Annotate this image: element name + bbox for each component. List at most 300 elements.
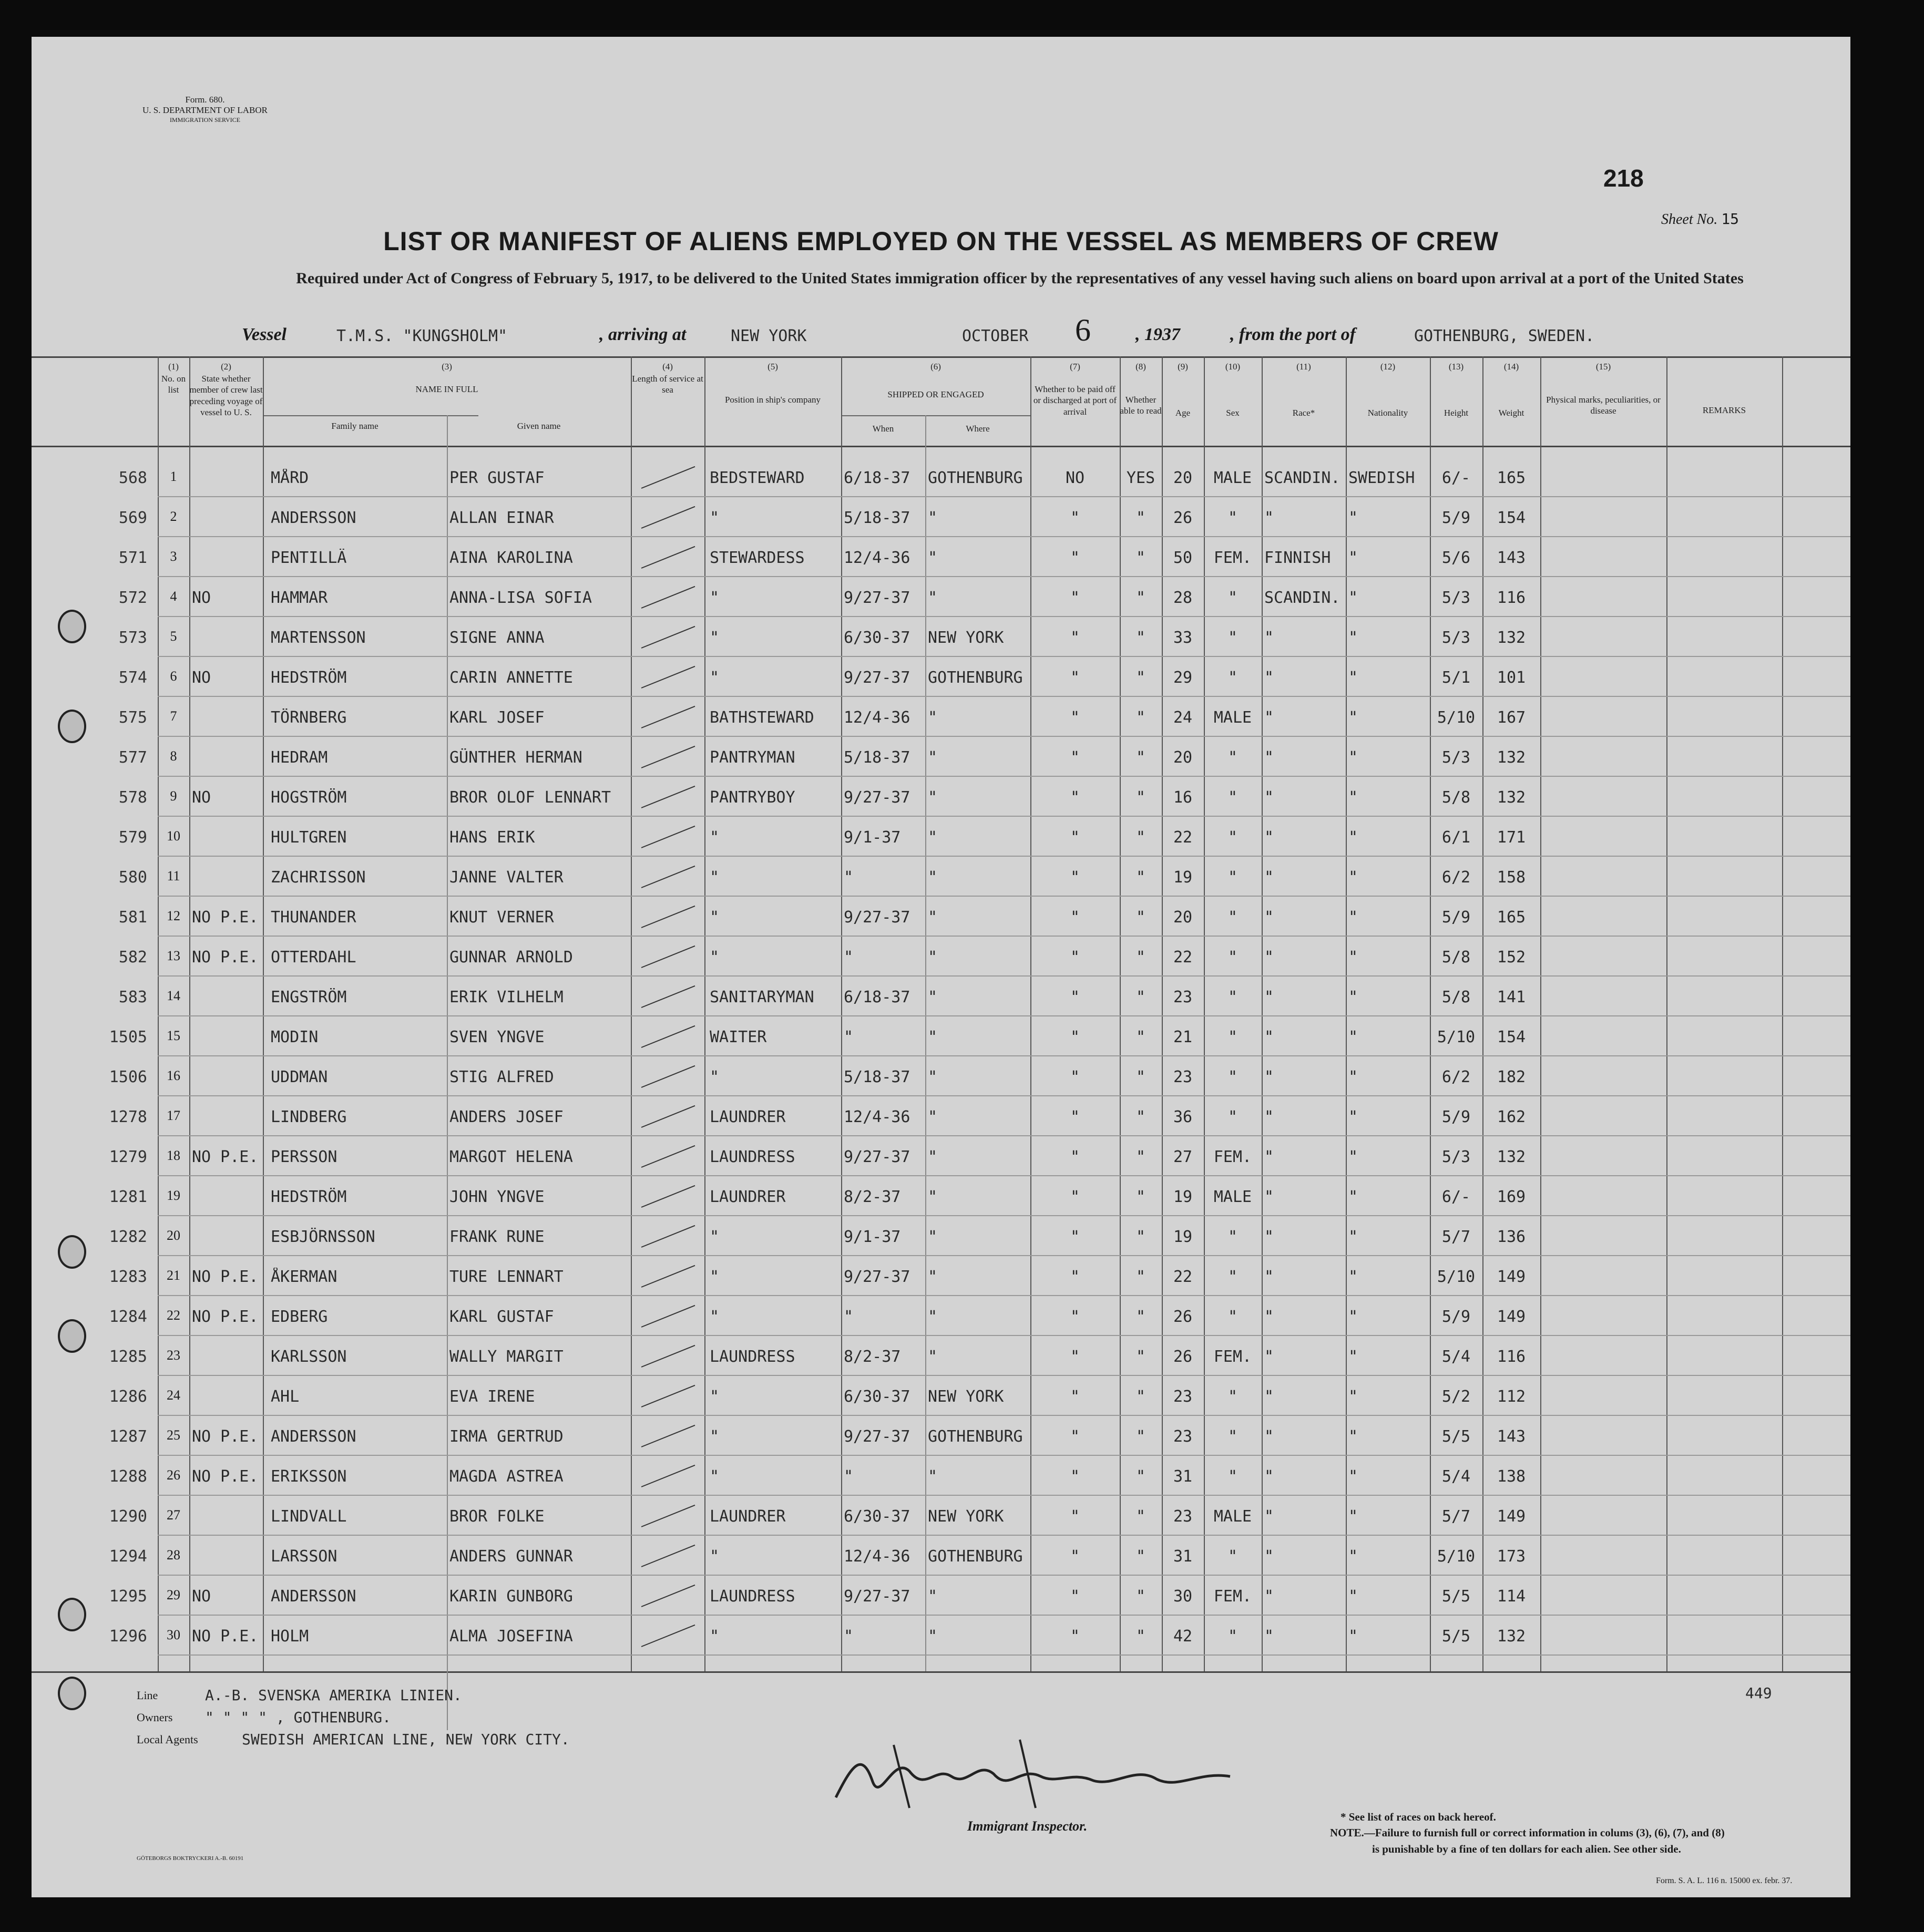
cell-wt: 171 [1497,828,1526,847]
cell-ht: 5/5 [1441,1427,1471,1446]
inspector-label: Immigrant Inspector. [967,1818,1088,1834]
cell-no: 16 [167,1068,180,1083]
cell-no: 17 [167,1108,180,1123]
cell-wt: 154 [1497,1028,1526,1046]
col8-label: Whether able to read [1120,395,1162,416]
cell-wt: 182 [1497,1068,1526,1086]
cell-nat: " [1348,1467,1358,1486]
cell-where: GOTHENBURG [928,469,1023,487]
cell-race: " [1264,1547,1274,1566]
service-stroke [641,786,695,808]
punch-hole [58,1598,86,1631]
cell-race: " [1264,1188,1274,1206]
punch-hole [58,1235,86,1269]
col6-number: (6) [930,362,941,372]
cell-pos: " [710,1467,720,1486]
cell-read: " [1135,1148,1146,1166]
cell-paid: " [1070,1388,1080,1406]
cell-family: HAMMAR [271,589,328,607]
cell-ref: 575 [118,708,147,727]
cell-paid: " [1070,828,1080,847]
cell-when: " [844,1028,854,1046]
cell-nat: " [1348,1587,1358,1606]
cell-where: " [928,788,938,807]
document-title: LIST OR MANIFEST OF ALIENS EMPLOYED ON THE VESSEL AS MEMBERS OF CREW [383,227,1499,256]
cell-race: " [1264,1068,1274,1086]
cell-pos: LAUNDRESS [710,1587,795,1606]
cell-read: " [1135,1068,1146,1086]
cell-where: " [928,549,938,567]
cell-race: " [1264,1467,1274,1486]
cell-nat: " [1348,629,1358,647]
cell-where: " [928,1108,938,1126]
cell-when: " [844,1627,854,1646]
cell-race: " [1264,629,1274,647]
manifest-sheet [32,37,1850,1897]
cell-where: " [928,988,938,1006]
cell-ref: 1290 [109,1507,147,1526]
col3-number: (3) [442,362,452,372]
cell-paid: " [1070,1467,1080,1486]
cell-age: 23 [1173,1427,1193,1446]
cell-family: TÖRNBERG [271,708,347,727]
cell-paid: " [1070,788,1080,807]
cell-nat: " [1348,509,1358,527]
cell-ref: 1285 [109,1348,147,1366]
cell-when: 9/27-37 [844,669,910,687]
table-row [32,1256,1850,1296]
cell-ht: 5/10 [1437,1028,1476,1046]
cell-where: " [928,1587,938,1606]
cell-paid: " [1070,868,1080,887]
cell-when: 9/27-37 [844,788,910,807]
cell-family: ANDERSSON [271,1587,356,1606]
table-row [32,697,1850,737]
col2-number: (2) [221,362,231,372]
cell-when: 9/27-37 [844,1427,910,1446]
col4-number: (4) [662,362,673,372]
cell-where: " [928,589,938,607]
cell-given: FRANK RUNE [449,1228,545,1246]
footer-owners [137,1684,873,1790]
cell-race: FINNISH [1264,549,1331,567]
cell-family: HEDSTRÖM [271,669,347,687]
cell-race: " [1264,1427,1274,1446]
col7-number: (7) [1070,362,1080,372]
cell-ref: 582 [118,948,147,967]
cell-when: 5/18-37 [844,748,910,767]
cell-ht: 6/1 [1441,828,1471,847]
cell-read: " [1135,1388,1146,1406]
cell-ref: 569 [118,509,147,527]
cell-pos: " [710,1268,720,1286]
cell-where: " [928,908,938,927]
cell-wt: 143 [1497,549,1526,567]
punch-hole [58,1677,86,1710]
service-stroke [641,1625,695,1647]
service-name: IMMIGRATION SERVICE [169,116,241,124]
sheet-label: Sheet No. [1661,211,1718,228]
cell-prev: NO P.E. [192,1467,259,1486]
cell-nat: " [1348,748,1358,767]
cell-ht: 5/9 [1441,509,1471,527]
cell-ht: 5/10 [1437,708,1476,727]
cell-where: " [928,1467,938,1486]
cell-pos: PANTRYBOY [710,788,795,807]
cell-family: HEDSTRÖM [271,1188,347,1206]
service-stroke [641,946,695,968]
table-row [32,1616,1850,1656]
service-stroke [641,1025,695,1048]
owners-value: " " " " , GOTHENBURG. [205,1709,392,1726]
cell-race: " [1264,669,1274,687]
cell-when: 9/27-37 [844,1148,910,1166]
cell-nat: " [1348,1507,1358,1526]
col6-where-label: Where [966,424,990,434]
col11-label: Race* [1292,408,1315,418]
table-row [32,577,1850,617]
cell-given: ALMA JOSEFINA [449,1627,573,1646]
line-value: A.-B. SVENSKA AMERIKA LINIEN. [205,1687,462,1704]
cell-ref: 1279 [109,1148,147,1166]
table-bottom-border [32,1671,1850,1673]
cell-given: ANDERS GUNNAR [449,1547,573,1566]
cell-sex: " [1227,1627,1238,1646]
cell-when: 6/18-37 [844,469,910,487]
cell-age: 26 [1173,509,1193,527]
cell-pos: " [710,629,720,647]
cell-where: NEW YORK [928,629,1004,647]
table-row [32,1216,1850,1256]
cell-wt: 138 [1497,1467,1526,1486]
cell-age: 22 [1173,828,1193,847]
cell-given: ERIK VILHELM [449,988,564,1006]
cell-pos: " [710,1627,720,1646]
cell-when: 6/30-37 [844,1388,910,1406]
cell-where: NEW YORK [928,1388,1004,1406]
form-number: Form. 680. [185,95,225,105]
cell-read: " [1135,1507,1146,1526]
cell-prev: NO P.E. [192,1148,259,1166]
cell-when: " [844,948,854,967]
cell-pos: " [710,669,720,687]
cell-race: " [1264,1228,1274,1246]
cell-ref: 1284 [109,1308,147,1326]
service-stroke [641,826,695,848]
cell-pos: " [710,589,720,607]
table-row [32,977,1850,1016]
service-stroke [641,1225,695,1248]
cell-prev: NO P.E. [192,1308,259,1326]
cell-where: NEW YORK [928,1507,1004,1526]
col5-label: Position in ship's company [724,395,821,405]
cell-when: 12/4-36 [844,1547,910,1566]
department-name: U. S. DEPARTMENT OF LABOR [142,105,268,116]
cell-ref: 583 [118,988,147,1006]
note-fine-1: NOTE.—Failure to furnish full or correct information in colums (3), (6), (7), and (8) [1330,1826,1725,1839]
cell-paid: " [1070,1348,1080,1366]
table-row [32,657,1850,697]
cell-race: " [1264,868,1274,887]
cell-no: 19 [167,1188,180,1203]
cell-read: " [1135,948,1146,967]
service-stroke [641,1465,695,1487]
cell-paid: " [1070,1268,1080,1286]
cell-paid: " [1070,1148,1080,1166]
cell-family: LINDBERG [271,1108,347,1126]
cell-ht: 5/4 [1441,1467,1471,1486]
cell-read: " [1135,1308,1146,1326]
cell-read: " [1135,669,1146,687]
cell-ref: 1287 [109,1427,147,1446]
cell-age: 29 [1173,669,1193,687]
service-stroke [641,706,695,728]
cell-when: 12/4-36 [844,549,910,567]
from-port-label: , from the port of [1230,325,1356,344]
cell-nat: " [1348,708,1358,727]
cell-prev: NO P.E. [192,1268,259,1286]
table-row [32,1536,1850,1576]
cell-wt: 165 [1497,469,1526,487]
service-stroke [641,666,695,688]
cell-sex: " [1227,1268,1238,1286]
cell-age: 31 [1173,1547,1193,1566]
document-subtitle: Required under Act of Congress of February 5, 1917, to be delivered to the United States immigration officer by the representatives of any vessel having such aliens on board upon arrival at a port of the United States [296,270,1744,287]
cell-no: 21 [167,1268,180,1283]
cell-race: " [1264,908,1274,927]
cell-when: 12/4-36 [844,708,910,727]
cell-paid: " [1070,1627,1080,1646]
cell-wt: 112 [1497,1388,1526,1406]
cell-wt: 167 [1497,708,1526,727]
cell-sex: " [1227,1467,1238,1486]
cell-given: AINA KAROLINA [449,549,573,567]
arrival-day: 6 [1075,313,1091,347]
cell-pos: " [710,868,720,887]
cell-pos: " [710,1308,720,1326]
cell-where: GOTHENBURG [928,669,1023,687]
cell-family: ERIKSSON [271,1467,347,1486]
cell-where: " [928,748,938,767]
cell-paid: " [1070,629,1080,647]
table-header-border [32,446,1850,447]
cell-race: " [1264,988,1274,1006]
cell-read: YES [1126,469,1155,487]
line-label: Line [137,1689,158,1702]
cell-age: 21 [1173,1028,1193,1046]
cell-wt: 116 [1497,589,1526,607]
cell-sex: " [1227,1068,1238,1086]
footer-notes [1330,1809,1725,1857]
cell-where: " [928,1268,938,1286]
cell-where: " [928,868,938,887]
cell-ht: 5/6 [1441,549,1471,567]
cell-where: " [928,1308,938,1326]
form-header [137,95,273,124]
cell-ref: 581 [118,908,147,927]
cell-ref: 1288 [109,1467,147,1486]
cell-ht: 5/8 [1441,988,1471,1006]
cell-nat: " [1348,948,1358,967]
cell-sex: " [1227,1108,1238,1126]
cell-paid: " [1070,1068,1080,1086]
cell-given: PER GUSTAF [449,469,545,487]
cell-sex: " [1227,988,1238,1006]
cell-pos: BEDSTEWARD [710,469,805,487]
cell-pos: PANTRYMAN [710,748,795,767]
cell-nat: " [1348,1308,1358,1326]
cell-paid: " [1070,708,1080,727]
cell-ht: 5/5 [1441,1627,1471,1646]
cell-where: " [928,828,938,847]
cell-ref: 578 [118,788,147,807]
table-row [32,1336,1850,1376]
cell-nat: " [1348,1427,1358,1446]
sheet-number [1661,210,1739,228]
cell-paid: " [1070,988,1080,1006]
cell-pos: WAITER [710,1028,767,1046]
cell-read: " [1135,1467,1146,1486]
cell-read: " [1135,988,1146,1006]
cell-no: 15 [167,1028,180,1043]
table-row [32,1416,1850,1456]
table-row [32,1136,1850,1176]
cell-paid: " [1070,589,1080,607]
cell-given: WALLY MARGIT [449,1348,564,1366]
cell-when: 8/2-37 [844,1348,901,1366]
cell-family: UDDMAN [271,1068,328,1086]
cell-when: 9/27-37 [844,908,910,927]
cell-ht: 5/8 [1441,948,1471,967]
cell-pos: LAUNDRER [710,1108,786,1126]
cell-read: " [1135,589,1146,607]
cell-family: ENGSTRÖM [271,988,347,1006]
cell-race: " [1264,948,1274,967]
cell-prev: NO P.E. [192,908,259,927]
cell-sex: " [1227,509,1238,527]
table-row [32,817,1850,857]
service-stroke [641,546,695,569]
cell-paid: " [1070,1228,1080,1246]
note-races: * See list of races on back hereof. [1340,1811,1496,1823]
cell-sex: FEM. [1213,1148,1252,1166]
cell-no: 4 [170,589,177,604]
cell-nat: " [1348,669,1358,687]
cell-age: 33 [1173,629,1193,647]
cell-given: EVA IRENE [449,1388,535,1406]
cell-when: 6/18-37 [844,988,910,1006]
table-row [32,1296,1850,1336]
service-stroke [641,1585,695,1607]
cell-family: MÅRD [271,469,309,487]
cell-paid: NO [1065,469,1085,487]
cell-wt: 132 [1497,748,1526,767]
cell-no: 12 [167,908,180,923]
cell-when: 9/27-37 [844,1268,910,1286]
cell-pos: LAUNDRER [710,1507,786,1526]
col13-label: Height [1444,408,1469,418]
cell-given: SVEN YNGVE [449,1028,545,1046]
table-row [32,737,1850,777]
table-row [32,1056,1850,1096]
cell-family: ÅKERMAN [271,1268,337,1286]
vessel-name: T.M.S. "KUNGSHOLM" [336,327,508,345]
cell-no: 3 [170,549,177,564]
cell-when: 5/18-37 [844,1068,910,1086]
cell-race: " [1264,1587,1274,1606]
service-stroke [641,1185,695,1208]
cell-nat: " [1348,868,1358,887]
cell-race: " [1264,828,1274,847]
cell-ht: 6/2 [1441,1068,1471,1086]
cell-wt: 162 [1497,1108,1526,1126]
col9-number: (9) [1178,362,1188,372]
cell-ref: 1506 [109,1068,147,1086]
cell-given: ALLAN EINAR [449,509,554,527]
cell-age: 23 [1173,988,1193,1006]
cell-paid: " [1070,1028,1080,1046]
cell-nat: " [1348,1547,1358,1566]
cell-ref: 1296 [109,1627,147,1646]
cell-no: 28 [167,1547,180,1563]
cell-nat: " [1348,1108,1358,1126]
cell-paid: " [1070,1188,1080,1206]
cell-ht: 5/3 [1441,1148,1471,1166]
cell-ref: 574 [118,669,147,687]
form-bottom-code: Form. S. A. L. 116 n. 15000 ex. febr. 37. [1656,1876,1793,1885]
cell-sex: " [1227,629,1238,647]
cell-wt: 132 [1497,629,1526,647]
cell-age: 20 [1173,748,1193,767]
cell-nat: " [1348,828,1358,847]
cell-race: " [1264,1627,1274,1646]
service-stroke [641,985,695,1008]
cell-read: " [1135,1188,1146,1206]
cell-given: CARIN ANNETTE [449,669,573,687]
cell-prev: NO [192,788,211,807]
table-row [32,897,1850,937]
cell-read: " [1135,1228,1146,1246]
cell-ht: 5/10 [1437,1268,1476,1286]
cell-where: " [928,1068,938,1086]
cell-family: HULTGREN [271,828,347,847]
cell-given: BROR OLOF LENNART [449,788,611,807]
cell-wt: 158 [1497,868,1526,887]
cell-nat: " [1348,589,1358,607]
col10-number: (10) [1225,362,1241,372]
cell-ht: 5/2 [1441,1388,1471,1406]
cell-when: 6/30-37 [844,629,910,647]
arrival-month: OCTOBER [962,327,1029,345]
cell-given: STIG ALFRED [449,1068,554,1086]
cell-family: LINDVALL [271,1507,347,1526]
cell-when: 9/27-37 [844,1587,910,1606]
cell-where: " [928,1188,938,1206]
cell-sex: " [1227,828,1238,847]
side-number: 449 [1745,1684,1772,1702]
cell-sex: " [1227,1388,1238,1406]
cell-where: " [928,1627,938,1646]
col9-label: Age [1175,408,1191,418]
cell-when: 5/18-37 [844,509,910,527]
service-stroke [641,1505,695,1527]
cell-ht: 5/3 [1441,748,1471,767]
cell-paid: " [1070,669,1080,687]
service-stroke [641,1145,695,1168]
cell-given: TURE LENNART [449,1268,564,1286]
cell-wt: 152 [1497,948,1526,967]
cell-ref: 1283 [109,1268,147,1286]
